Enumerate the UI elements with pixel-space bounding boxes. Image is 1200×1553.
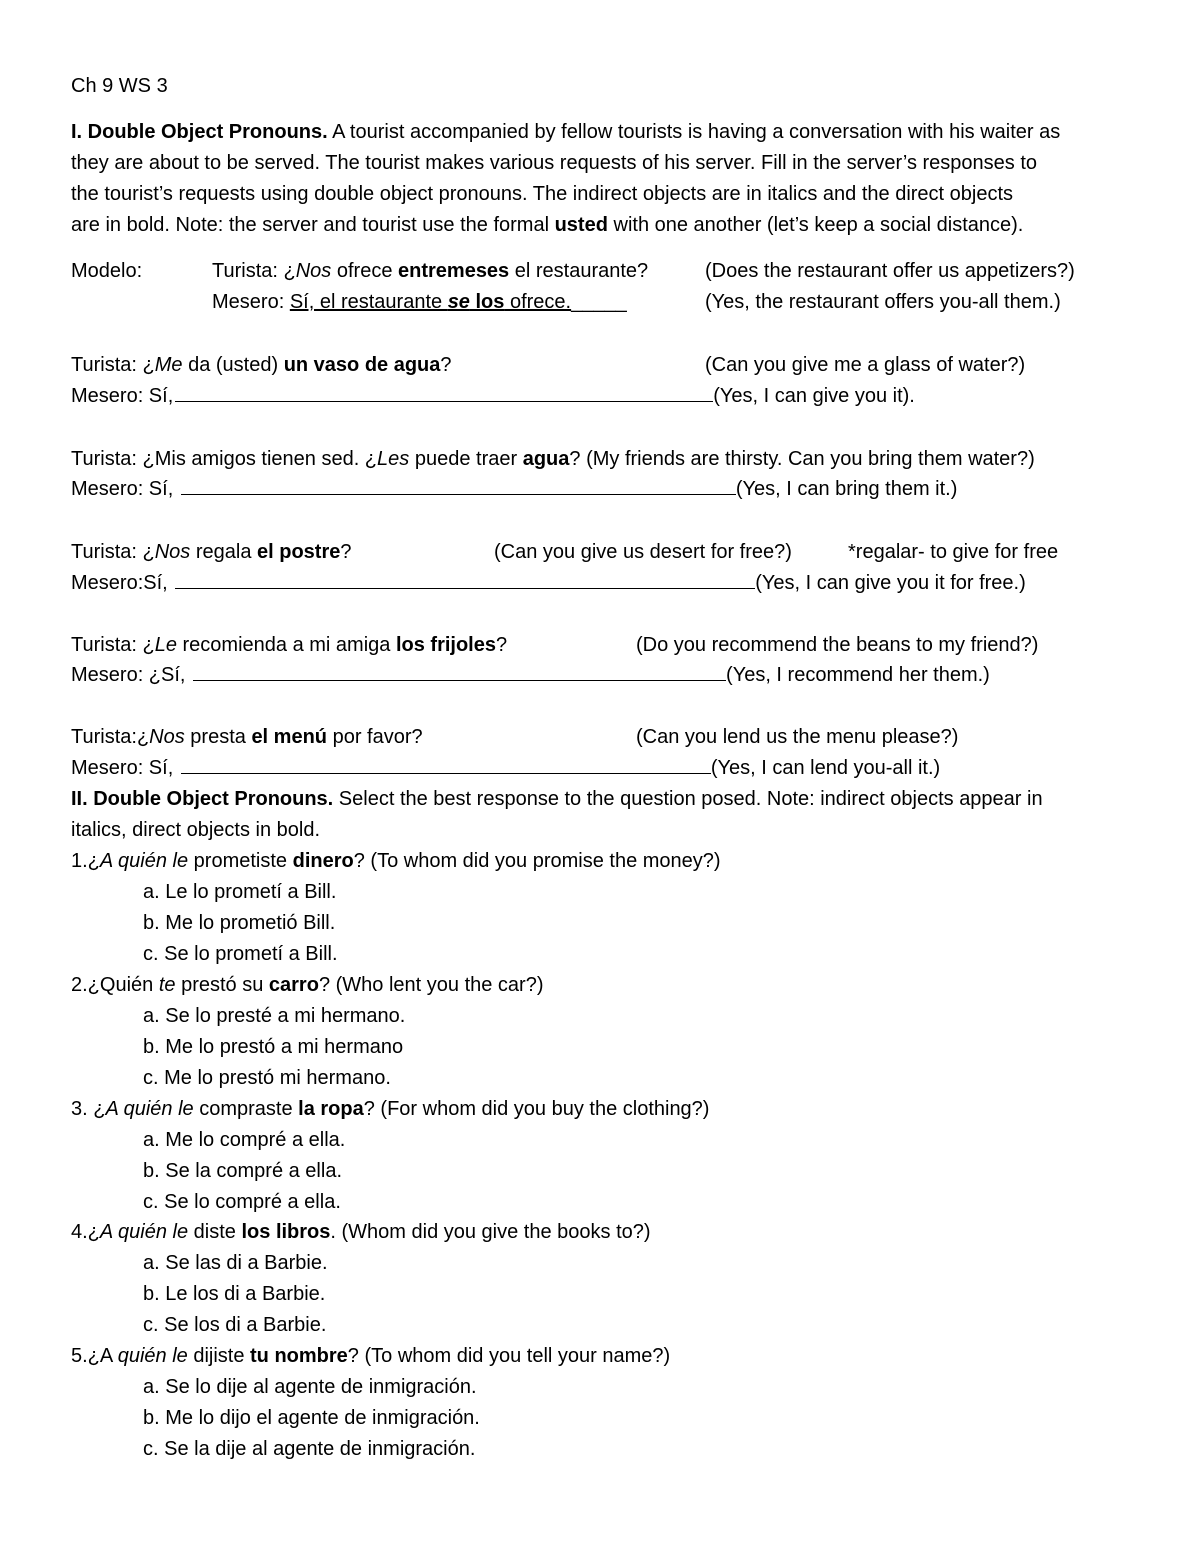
item-1-question: Turista: ¿Me da (usted) un vaso de agua? [71, 354, 452, 376]
item-1-question-translation: (Can you give me a glass of water?) [705, 354, 1026, 376]
item-3-answer-line: Mesero:Sí, (Yes, I can give you it for free.) [71, 572, 1026, 594]
question-3-option-a[interactable]: a. Me lo compré a ella. [143, 1129, 346, 1151]
question-1-option-c[interactable]: c. Se lo prometí a Bill. [143, 943, 338, 965]
item-2-answer-blank[interactable] [181, 476, 736, 495]
part1-heading: I. Double Object Pronouns. [71, 121, 328, 143]
part2-heading: II. Double Object Pronouns. [71, 788, 334, 810]
item-2-answer-line: Mesero: Sí, (Yes, I can bring them it.) [71, 478, 958, 500]
model-answer: Mesero: Sí, el restaurante se los ofrece._____ [212, 291, 627, 313]
question-4-option-b[interactable]: b. Le los di a Barbie. [143, 1283, 326, 1305]
question-4-option-a[interactable]: a. Se las di a Barbie. [143, 1252, 328, 1274]
item-4-question: Turista: ¿Le recomienda a mi amiga los frijoles? [71, 634, 508, 656]
item-5-question-translation: (Can you lend us the menu please?) [636, 726, 959, 748]
page-title: Ch 9 WS 3 [71, 75, 168, 97]
part1-intro-line-2: they are about to be served. The tourist makes various requests of his server. Fill in the server’s responses to [71, 152, 1038, 174]
item-3-question: Turista: ¿Nos regala el postre? [71, 541, 352, 563]
question-2-option-a[interactable]: a. Se lo presté a mi hermano. [143, 1005, 406, 1027]
question-1-option-b[interactable]: b. Me lo prometió Bill. [143, 912, 336, 934]
model-question: Turista: ¿Nos ofrece entremeses el restaurante? [212, 260, 649, 282]
item-5-answer-blank[interactable] [181, 755, 711, 774]
part2-intro-line-1: II. Double Object Pronouns. Select the best response to the question posed. Note: indirect objects appear in [71, 788, 1043, 810]
item-3-answer-blank[interactable] [175, 570, 755, 589]
item-4-answer-blank[interactable] [193, 662, 726, 681]
model-answer-translation: (Yes, the restaurant offers you-all them.) [705, 291, 1061, 313]
question-3-option-c[interactable]: c. Se lo compré a ella. [143, 1191, 341, 1213]
question-3-option-b[interactable]: b. Se la compré a ella. [143, 1160, 342, 1182]
item-4-question-translation: (Do you recommend the beans to my friend?) [636, 634, 1039, 656]
part2-intro-line-2: italics, direct objects in bold. [71, 819, 321, 841]
part1-intro-line-1: I. Double Object Pronouns. A tourist accompanied by fellow tourists is having a conversation with his waiter as [71, 121, 1061, 143]
question-2: 2.¿Quién te prestó su carro? (Who lent you the car?) [71, 974, 544, 996]
part1-intro-line-3: the tourist’s requests using double object pronouns. The indirect objects are in italics and the direct objects [71, 183, 1014, 205]
item-2-question: Turista: ¿Mis amigos tienen sed. ¿Les puede traer agua? (My friends are thirsty. Can you bring them water?) [71, 448, 1035, 470]
question-4-option-c[interactable]: c. Se los di a Barbie. [143, 1314, 327, 1336]
question-2-option-b[interactable]: b. Me lo prestó a mi hermano [143, 1036, 404, 1058]
item-1-answer-line: Mesero: Sí, (Yes, I can give you it). [71, 385, 915, 407]
question-2-option-c[interactable]: c. Me lo prestó mi hermano. [143, 1067, 391, 1089]
item-5-question: Turista:¿Nos presta el menú por favor? [71, 726, 423, 748]
question-5-option-a[interactable]: a. Se lo dije al agente de inmigración. [143, 1376, 477, 1398]
question-5-option-c[interactable]: c. Se la dije al agente de inmigración. [143, 1438, 476, 1460]
item-3-question-translation: (Can you give us desert for free?) [494, 541, 792, 563]
item-4-answer-line: Mesero: ¿Sí, (Yes, I recommend her them.) [71, 664, 990, 686]
item-5-answer-line: Mesero: Sí, (Yes, I can lend you-all it.) [71, 757, 941, 779]
question-5-option-b[interactable]: b. Me lo dijo el agente de inmigración. [143, 1407, 480, 1429]
question-3: 3. ¿A quién le compraste la ropa? (For whom did you buy the clothing?) [71, 1098, 710, 1120]
question-5: 5.¿A quién le dijiste tu nombre? (To whom did you tell your name?) [71, 1345, 671, 1367]
question-1: 1.¿A quién le prometiste dinero? (To whom did you promise the money?) [71, 850, 721, 872]
model-question-translation: (Does the restaurant offer us appetizers?) [705, 260, 1075, 282]
question-4: 4.¿A quién le diste los libros. (Whom did you give the books to?) [71, 1221, 651, 1243]
model-label: Modelo: [71, 260, 143, 282]
item-1-answer-blank[interactable] [175, 383, 713, 402]
question-1-option-a[interactable]: a. Le lo prometí a Bill. [143, 881, 337, 903]
part1-intro-line-4: are in bold. Note: the server and tourist use the formal usted with one another (let’s keep a social distance). [71, 214, 1024, 236]
item-3-note: *regalar- to give for free [848, 541, 1059, 563]
